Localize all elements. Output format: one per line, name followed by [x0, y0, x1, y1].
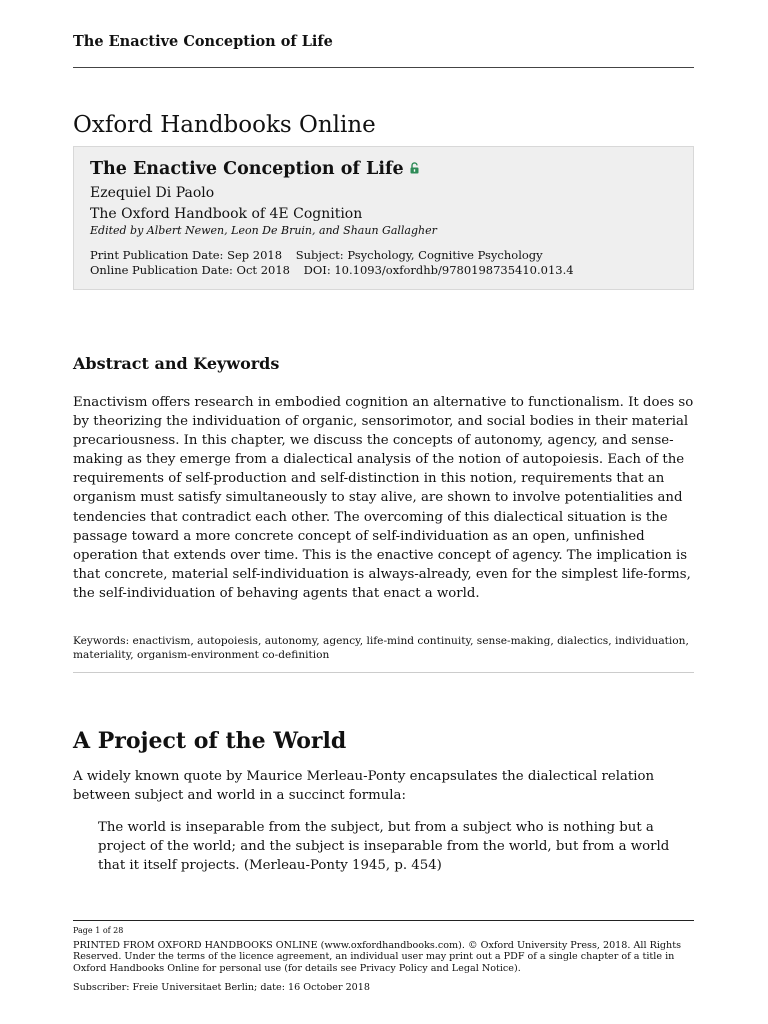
page-number: Page 1 of 28: [73, 926, 124, 935]
handbook-editors: Edited by Albert Newen, Leon De Bruin, and Shaun Gallagher: [90, 224, 437, 237]
chapter-author: Ezequiel Di Paolo: [90, 185, 215, 201]
print-date-value: Sep 2018: [227, 248, 283, 262]
subscriber-info: Subscriber: Freie Universitaet Berlin; date: 16 October 2018: [73, 982, 370, 993]
site-title: Oxford Handbooks Online: [73, 112, 376, 138]
chapter-title: The Enactive Conception of Life: [90, 159, 404, 179]
abstract-text: Enactivism offers research in embodied cognition an alternative to functionalism. It does so by theorizing the individuation of organic, sensorimotor, and social bodies in their material precariousness. In this chapter, we discuss the concepts of autonomy, agency, and sense-making as they emerge from a dialectical analysis of the notion of autopoiesis. Each of the requirements of self-production and self-distinction in this notion, requirements that an organism must satisfy simultaneously to stay alive, are shown to involve potentialities and tendencies that contradict each other. The overcoming of this dialectical situation is the passage toward a more concrete concept of self-individuation as an open, unfinished operation that extends over time. This is the enactive concept of agency. The implication is that concrete, material self-individuation is always-already, even for the simplest life-forms, the self-individuation of behaving agents that enact a world.: [73, 395, 694, 601]
handbook-title: The Oxford Handbook of 4E Cognition: [90, 206, 363, 222]
online-publication-row: [90, 263, 574, 277]
subject-label: Subject:: [295, 248, 344, 262]
abstract-divider: [73, 672, 694, 673]
doi-value[interactable]: 10.1093/oxfordhb/9780198735410.013.4: [334, 263, 574, 277]
keywords-list: Keywords: enactivism, autopoiesis, autonomy, agency, life-mind continuity, sense-making, dialectics, individuation, materiality, organism-environment co-definition: [73, 635, 689, 661]
footer-divider: [73, 920, 694, 921]
print-date-label: Print Publication Date:: [90, 248, 224, 262]
subject-value: Psychology, Cognitive Psychology: [347, 248, 543, 262]
section-heading: A Project of the World: [73, 728, 347, 754]
abstract-heading: Abstract and Keywords: [73, 354, 280, 373]
running-header-title: The Enactive Conception of Life: [73, 33, 333, 50]
online-date-value: Oct 2018: [236, 263, 290, 277]
open-access-lock-icon: [410, 159, 419, 179]
block-quote: The world is inseparable from the subject, but from a subject who is nothing but a project of the world; and the subject is inseparable from the world, but from a world that it itself projects. (Merleau-Ponty 1945, p. 454): [98, 820, 670, 874]
doi-label: DOI:: [303, 263, 331, 277]
chapter-metadata-box: [73, 146, 694, 290]
header-divider: [73, 67, 694, 68]
online-date-label: Online Publication Date:: [90, 263, 233, 277]
copyright-notice: PRINTED FROM OXFORD HANDBOOKS ONLINE (www.oxfordhandbooks.com). © Oxford University Press, 2018. All Rights Reserved. Under the terms of the licence agreement, an individual user may print out a PDF of a single chapter of a title in Oxford Handbooks Online for personal use (for details see Privacy Policy and Legal Notice).: [73, 940, 681, 974]
chapter-title-row: [90, 159, 419, 180]
print-publication-row: [90, 248, 543, 262]
section-intro-paragraph: A widely known quote by Maurice Merleau-Ponty encapsulates the dialectical relation between subject and world in a succinct formula:: [73, 769, 655, 804]
